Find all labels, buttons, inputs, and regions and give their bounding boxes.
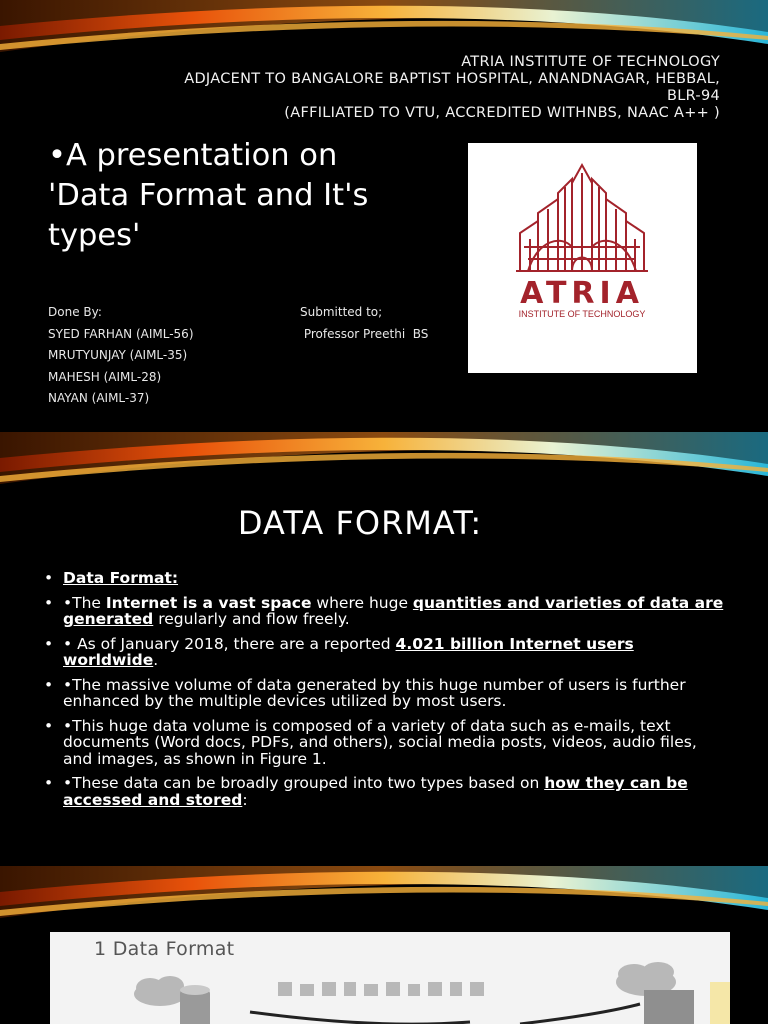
team-member: NAYAN (AIML-37) (48, 391, 150, 405)
team-member: SYED FARHAN (AIML-56) (48, 326, 194, 341)
bullet-text: : (242, 790, 248, 809)
bullet-item (44, 677, 724, 710)
file-icon (278, 982, 292, 996)
figure-title: 1 Data Format (94, 938, 235, 960)
figure-slide (0, 866, 768, 1024)
bullet-text: •The massive volume of data generated by this huge number of users is further enhanced by the multiple devices utilized by most users. (63, 675, 686, 710)
institute-affiliation: (AFFILIATED TO VTU, ACCREDITED WITHNBS, NAAC A++ ) (284, 105, 720, 121)
institute-header (160, 54, 720, 122)
logo-subtitle: INSTITUTE OF TECHNOLOGY (518, 309, 646, 319)
bullet-text: •The (63, 593, 106, 612)
bullet-emphasis: quantities and varieties of data are generated (63, 593, 724, 628)
bullet-item (44, 570, 724, 587)
logo-word: ATRIA (520, 276, 644, 311)
bullet-item (44, 595, 724, 628)
team-member: MRUTYUNJAY (AIML-35) (48, 348, 188, 362)
swoosh-banner (0, 866, 768, 936)
bullet-emphasis: 4.021 billion Internet users worldwide (63, 634, 634, 669)
title-slide (0, 0, 768, 430)
bullet-bold: Internet is a vast space (105, 593, 312, 612)
atria-logo (468, 143, 697, 373)
presentation-title: •A presentation on 'Data Format and It's types' (48, 138, 369, 253)
server-icon (644, 990, 694, 1024)
bullet-text: •This huge data volume is composed of a variety of data such as e-mails, text documents (Word docs, PDFs, and others), social media posts, videos, audio files, and images, as shown in Figure 1. (63, 716, 697, 768)
data-format-slide (0, 432, 768, 864)
bullet-text: where huge (311, 593, 413, 612)
bullet-text: • As of January 2018, there are a reported (63, 634, 396, 653)
bullet-emphasis: how they can be accessed and stored (63, 774, 688, 809)
submitted-to (300, 302, 428, 345)
bullet-text: •These data can be broadly grouped into two types based on (63, 774, 545, 792)
done-by-label: Done By: (48, 305, 102, 319)
institute-name: ATRIA INSTITUTE OF TECHNOLOGY (461, 54, 720, 70)
institute-address: ADJACENT TO BANGALORE BAPTIST HOSPITAL, ANANDNAGAR, HEBBAL, (184, 71, 720, 87)
bullet-heading: Data Format: (63, 569, 179, 587)
submitted-label: Submitted to; (300, 305, 383, 319)
bullet-text: . (153, 651, 159, 669)
professor-name: Professor Preethi BS (300, 326, 429, 341)
bullet-item (44, 718, 724, 768)
bullet-item (44, 775, 724, 808)
team-list (48, 302, 194, 410)
bullet-list (44, 570, 724, 816)
institute-pin: BLR-94 (667, 88, 720, 104)
swoosh-banner (0, 432, 768, 502)
slide-title: DATA FORMAT: (237, 504, 483, 542)
bullet-item (44, 636, 724, 669)
atria-building-icon (468, 143, 697, 373)
team-member: MAHESH (AIML-28) (48, 369, 162, 384)
bullet-text: regularly and flow freely. (153, 610, 350, 628)
arrow-icon (250, 1012, 470, 1024)
data-format-figure (50, 932, 730, 1024)
figure-illustration (50, 932, 730, 1024)
